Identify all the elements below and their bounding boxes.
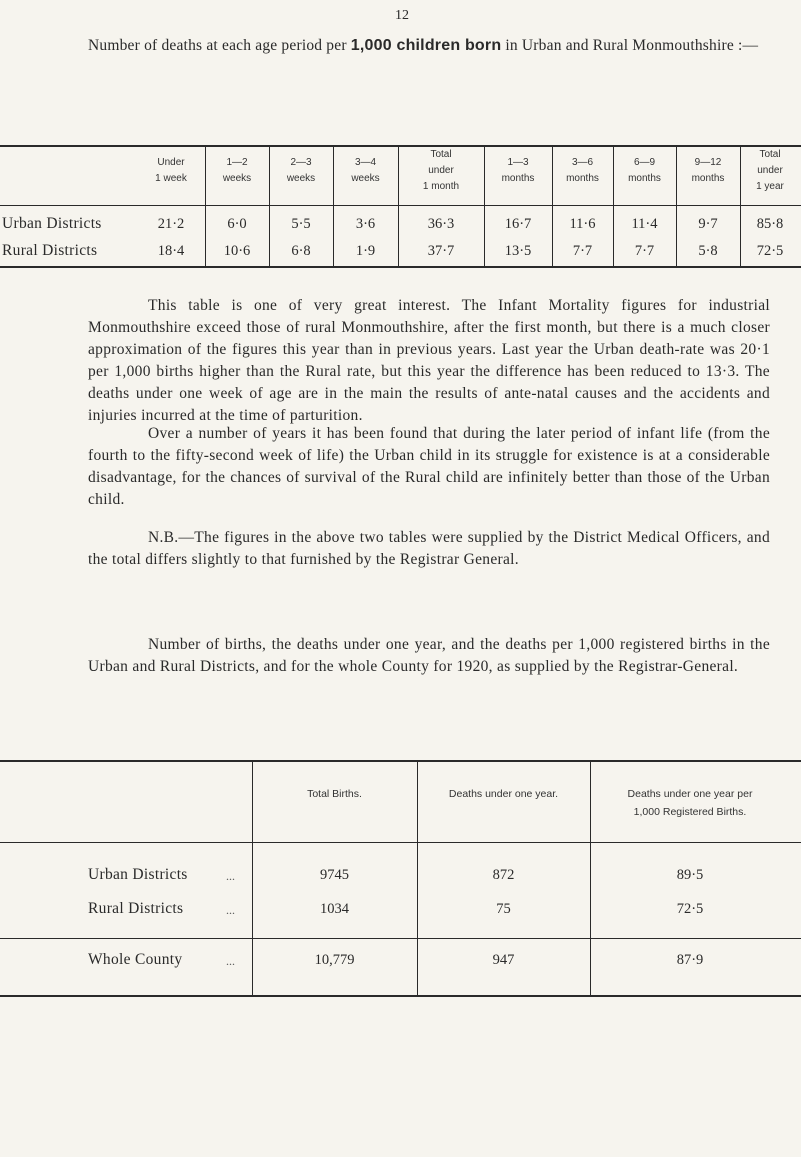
table1-header-col-9-line-0: Total — [759, 149, 781, 160]
header-death-rate-line1: Deaths under one year per — [627, 788, 753, 800]
table1-row-label: Urban Districts — [2, 215, 102, 232]
table1-header-col-9-line-1: under — [757, 165, 783, 176]
table1-header-col-5 — [484, 155, 552, 187]
table1-cell: 11·4 — [631, 216, 658, 232]
table1-header-col-3-line-1: weeks — [351, 173, 380, 184]
table2-header-rule — [0, 842, 801, 843]
table1-header-col-3-line-0: 3—4 — [354, 157, 377, 168]
table2-cell-rate: 89·5 — [676, 867, 704, 883]
table1-header-col-3 — [333, 155, 398, 187]
table1-caption — [88, 35, 768, 56]
table2-total-rule — [0, 938, 801, 939]
table1-header-col-0-line-1: 1 week — [155, 173, 187, 184]
table1-cell: 36·3 — [427, 216, 455, 232]
table1-header-col-9-line-2: 1 year — [756, 181, 784, 192]
table1-header-col-4-line-1: under — [428, 165, 454, 176]
table1-header-col-1-line-0: 1—2 — [226, 157, 248, 168]
table1-header-col-5-line-0: 1—3 — [507, 157, 529, 168]
table1-cell: 16·7 — [504, 216, 532, 232]
table1-header-col-7 — [613, 155, 676, 187]
table1-header-col-4 — [398, 147, 484, 195]
table2-bottom-rule — [0, 995, 801, 997]
table1-row-label: Rural Districts — [2, 242, 98, 259]
header-death-rate — [590, 785, 790, 821]
table2-top-rule — [0, 760, 801, 762]
births-deaths-table — [0, 760, 801, 1010]
table1-header-col-0 — [137, 155, 205, 187]
table1-cell: 5·8 — [698, 243, 718, 259]
table1-cell: 10·6 — [223, 243, 251, 259]
table1-cell: 1·9 — [355, 243, 376, 259]
table1-cell: 6·8 — [291, 243, 311, 259]
table1-header-col-5-line-1: months — [501, 173, 535, 184]
table2-row-label: Rural Districts — [88, 900, 184, 917]
paragraph-interest: This table is one of very great interest. The Infant Mortality figures for industrial Monmouthshire exceed those of rural Monmouthshire, after the first month, but there is a much closer approximation of the figures this year than in previous years. Last year the Urban death-rate was 20·1 per 1,000 births higher than the Rural rate, but this year the difference has been reduced to 13·3. The deaths under one week of age are in the main the results of ante-natal causes and the accidents and injuries incurred at the time of parturition. — [88, 297, 770, 424]
table1-cell: 9·7 — [698, 216, 718, 232]
table1-header-rule — [0, 205, 801, 206]
table1-header-col-8-line-1: months — [691, 173, 725, 184]
table1-cell: 13·5 — [504, 243, 532, 259]
caption-part1: Number of deaths at each age period per — [88, 37, 347, 54]
table1-cell: 5·5 — [291, 216, 311, 232]
table2-cell-deaths: 75 — [496, 901, 511, 917]
header-deaths-under-one: Deaths under one year. — [448, 788, 559, 800]
table1-header-col-7-line-0: 6—9 — [633, 157, 656, 168]
table1-cell: 3·6 — [355, 216, 376, 232]
table1-cell: 21·2 — [157, 216, 185, 232]
age-period-deaths-table — [0, 145, 801, 270]
table1-header-col-4-line-0: Total — [430, 149, 452, 160]
table2-cell-rate: 87·9 — [676, 952, 704, 968]
paragraph-survival: Over a number of years it has been found that during the later period of infant life (from the fourth to the fifty-second week of life) the Urban child in its struggle for existence is at a considerable disadvantage, for the chances of survival of the Rural child are infinitely better than those of the Urban child. — [88, 425, 770, 508]
table1-header-col-2-line-1: weeks — [286, 173, 316, 184]
table2-row-leader: ... — [226, 869, 235, 883]
table2-cell-births: 10,779 — [314, 952, 355, 968]
table1-header-col-2 — [269, 155, 333, 187]
table1-cell: 72·5 — [756, 243, 784, 259]
table1-cell: 7·7 — [572, 243, 593, 259]
table2-cell-births: 9745 — [320, 867, 349, 883]
table1-cell: 37·7 — [427, 243, 455, 259]
table1-header-col-6-line-1: months — [566, 173, 599, 184]
table1-cell: 6·0 — [227, 216, 247, 232]
table2-cell-births: 1034 — [320, 901, 349, 917]
header-death-rate-line2: 1,000 Registered Births. — [633, 806, 747, 818]
table2-row-label: Urban Districts — [88, 866, 188, 883]
table1-cell: 7·7 — [634, 243, 655, 259]
table1-header-col-4-line-2: 1 month — [422, 181, 460, 192]
caption-part2: 1,000 children born — [350, 37, 502, 54]
page-number: 12 — [395, 8, 409, 23]
table1-cell: 85·8 — [756, 216, 784, 232]
table2-cell-deaths: 872 — [492, 867, 515, 883]
table1-header-col-8-line-0: 9—12 — [694, 157, 722, 168]
table1-header-col-0-line-0: Under — [157, 157, 185, 168]
header-total-births: Total Births. — [307, 788, 362, 800]
table2-row-leader: ... — [226, 903, 235, 917]
table2-cell-rate: 72·5 — [676, 901, 704, 917]
table2-row-label: Whole County — [88, 951, 183, 968]
table1-header-col-6 — [552, 155, 613, 187]
table1-cell: 18·4 — [157, 243, 185, 259]
table1-header-col-6-line-0: 3—6 — [571, 157, 594, 168]
table1-header-col-2-line-0: 2—3 — [290, 157, 312, 168]
table2-row-leader: ... — [226, 954, 235, 968]
table1-cell: 11·6 — [569, 216, 596, 232]
table1-header-col-7-line-1: months — [628, 173, 661, 184]
table2-cell-deaths: 947 — [492, 952, 515, 968]
table1-header-col-9 — [740, 147, 800, 195]
table1-header-col-8 — [676, 155, 740, 187]
caption-part3: in Urban and Rural Monmouthshire :— — [505, 37, 759, 54]
paragraph-births-intro: Number of births, the deaths under one year, and the deaths per 1,000 registered births in the Urban and Rural Districts, and for the whole County for 1920, as supplied by the Registrar-General. — [88, 636, 770, 675]
table1-bottom-rule — [0, 266, 801, 268]
paragraph-note: N.B.—The figures in the above two tables were supplied by the District Medical Officers, and the total differs slightly to that furnished by the Registrar General. — [88, 529, 770, 568]
table1-header-col-1-line-1: weeks — [222, 173, 252, 184]
table1-header-col-1 — [205, 155, 269, 187]
